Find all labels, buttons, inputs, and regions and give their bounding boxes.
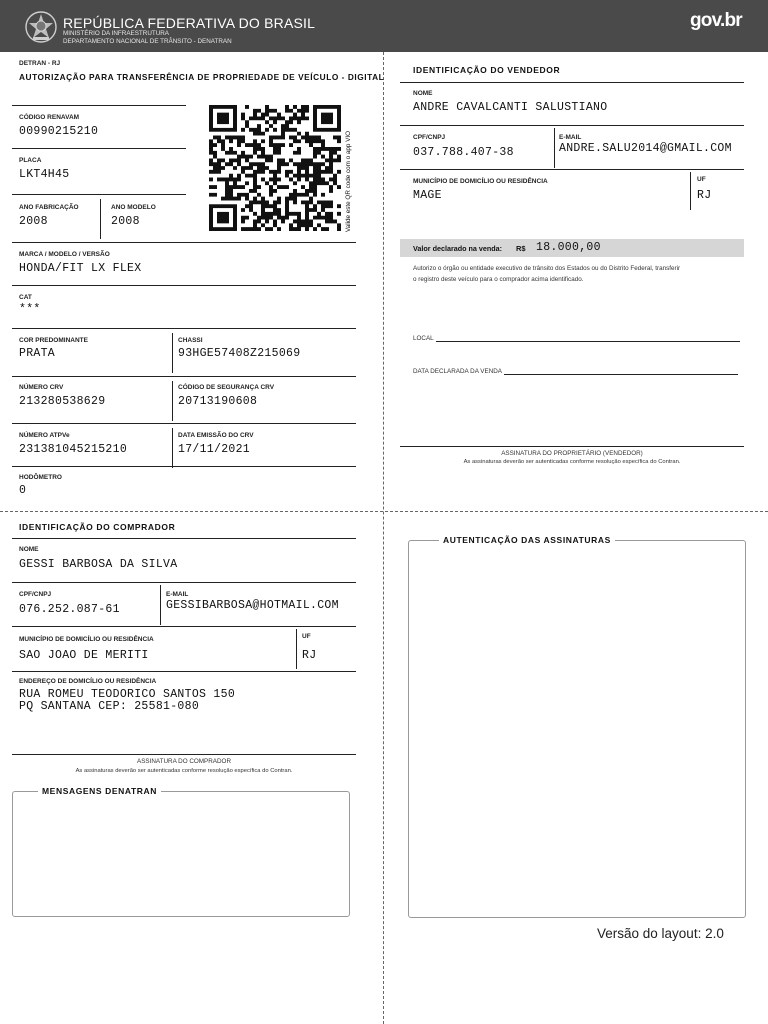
agency-label: DETRAN - RJ	[19, 60, 61, 67]
qr-finder-bottom-left	[209, 204, 237, 231]
ano-fabricacao-value: 2008	[19, 215, 48, 228]
divider	[12, 538, 356, 539]
buyer-municipio-label: MUNICÍPIO DE DOMICÍLIO OU RESIDÊNCIA	[19, 636, 154, 643]
ano-modelo-value: 2008	[111, 215, 140, 228]
valor-declarado-value: 18.000,00	[536, 241, 601, 254]
seller-municipio-value: MAGE	[413, 189, 442, 202]
divider	[296, 629, 297, 669]
layout-version: Versão do layout: 2.0	[597, 926, 724, 941]
buyer-section-title: IDENTIFICAÇÃO DO COMPRADOR	[19, 522, 176, 532]
divider	[12, 105, 186, 106]
divider	[172, 333, 173, 373]
renavam-label: CÓDIGO RENAVAM	[19, 114, 80, 121]
data-venda-line	[504, 374, 738, 375]
divider	[12, 423, 356, 424]
divider	[12, 285, 356, 286]
seller-email-label: E-MAIL	[559, 134, 582, 141]
divider	[172, 381, 173, 421]
chassi-label: CHASSI	[178, 337, 203, 344]
seller-signature-note: As assinaturas deverão ser autenticadas conforme resolução específica do Contran.	[463, 459, 681, 465]
seller-name-value: ANDRE CAVALCANTI SALUSTIANO	[413, 101, 608, 114]
buyer-municipio-value: SAO JOAO DE MERITI	[19, 649, 149, 662]
buyer-email-value: GESSIBARBOSA@HOTMAIL.COM	[166, 599, 339, 612]
horizontal-cut-line	[0, 511, 768, 512]
chassi-value: 93HGE57408Z215069	[178, 347, 301, 360]
divider	[12, 671, 356, 672]
codigo-seguranca-label: CÓDIGO DE SEGURANÇA CRV	[178, 384, 275, 391]
crv-value: 213280538629	[19, 395, 106, 408]
divider	[554, 128, 555, 168]
codigo-seguranca-value: 20713190608	[178, 395, 258, 408]
qr-finder-top-right	[313, 105, 341, 132]
divider	[12, 582, 356, 583]
placa-label: PLACA	[19, 157, 42, 164]
cor-label: COR PREDOMINANTE	[19, 337, 88, 344]
qr-caption: Valide este QR code com o app VIO	[345, 130, 352, 232]
divider	[12, 376, 356, 377]
seller-municipio-label: MUNICÍPIO DE DOMICÍLIO OU RESIDÊNCIA	[413, 178, 548, 185]
govbr-logo: gov.br	[690, 10, 742, 31]
header-department: DEPARTAMENTO NACIONAL DE TRÂNSITO - DENATRAN	[63, 37, 232, 45]
local-label: LOCAL	[413, 335, 434, 342]
cat-value: ***	[19, 303, 41, 316]
buyer-cpf-value: 076.252.087-61	[19, 603, 120, 616]
divider	[690, 172, 691, 210]
seller-section-title: IDENTIFICAÇÃO DO VENDEDOR	[413, 65, 561, 75]
divider	[400, 169, 744, 170]
data-venda-label: DATA DECLARADA DA VENDA	[413, 368, 502, 375]
header-title: REPÚBLICA FEDERATIVA DO BRASIL	[63, 15, 316, 31]
mensagens-denatran-box	[12, 791, 350, 917]
divider	[100, 199, 101, 239]
divider	[12, 194, 186, 195]
buyer-name-label: NOME	[19, 546, 39, 553]
divider	[12, 466, 356, 467]
cor-value: PRATA	[19, 347, 56, 360]
marca-modelo-label: MARCA / MODELO / VERSÃO	[19, 251, 110, 258]
divider	[12, 328, 356, 329]
local-line	[436, 341, 740, 342]
divider	[12, 148, 186, 149]
buyer-uf-label: UF	[302, 633, 311, 640]
autorizacao-text-line2: o registro deste veículo para o comprador acima identificado.	[413, 276, 584, 283]
placa-value: LKT4H45	[19, 168, 70, 181]
autenticacao-box	[408, 540, 746, 918]
atpve-value: 231381045215210	[19, 443, 128, 456]
seller-uf-value: RJ	[697, 189, 712, 202]
valor-currency: R$	[516, 244, 526, 253]
buyer-signature-label: ASSINATURA DO COMPRADOR	[137, 758, 231, 765]
brazil-coat-of-arms-icon	[24, 10, 58, 44]
autorizacao-text-line1: Autorizo o órgão ou entidade executivo de trânsito dos Estados ou do Distrito Federal, transferir	[413, 265, 681, 272]
marca-modelo-value: HONDA/FIT LX FLEX	[19, 262, 142, 275]
divider	[160, 585, 161, 625]
buyer-endereco-line2: PQ SANTANA CEP: 25581-080	[19, 700, 200, 713]
qr-code	[209, 105, 341, 231]
seller-uf-label: UF	[697, 176, 706, 183]
ano-fabricacao-label: ANO FABRICAÇÃO	[19, 204, 79, 211]
valor-declarado-label: Valor declarado na venda:	[413, 244, 503, 253]
seller-cpf-label: CPF/CNPJ	[413, 134, 446, 141]
vertical-cut-line	[383, 52, 384, 1024]
divider	[172, 428, 173, 468]
qr-finder-top-left	[209, 105, 237, 132]
divider	[400, 82, 744, 83]
buyer-name-value: GESSI BARBOSA DA SILVA	[19, 558, 178, 571]
atpve-label: NÚMERO ATPVe	[19, 432, 70, 439]
buyer-signature-note: As assinaturas deverão ser autenticadas conforme resolução específica do Contran.	[75, 768, 293, 774]
document-title: AUTORIZAÇÃO PARA TRANSFERÊNCIA DE PROPRIEDADE DE VEÍCULO - DIGITAL	[19, 72, 385, 82]
mensagens-denatran-title: MENSAGENS DENATRAN	[38, 786, 161, 796]
buyer-signature-line	[12, 754, 356, 755]
renavam-value: 00990215210	[19, 125, 99, 138]
header-ministry: MINISTÉRIO DA INFRAESTRUTURA	[63, 30, 170, 37]
data-emissao-value: 17/11/2021	[178, 443, 251, 456]
buyer-endereco-line1: RUA ROMEU TEODORICO SANTOS 150	[19, 688, 236, 701]
seller-signature-line	[400, 446, 744, 447]
buyer-cpf-label: CPF/CNPJ	[19, 591, 52, 598]
hodometro-value: 0	[19, 484, 27, 497]
cat-label: CAT	[19, 294, 32, 301]
seller-email-value: ANDRE.SALU2014@GMAIL.COM	[559, 142, 732, 155]
divider	[12, 242, 356, 243]
seller-cpf-value: 037.788.407-38	[413, 146, 514, 159]
data-emissao-label: DATA EMISSÃO DO CRV	[178, 432, 254, 439]
buyer-email-label: E-MAIL	[166, 591, 189, 598]
hodometro-label: HODÔMETRO	[19, 474, 62, 481]
buyer-endereco-label: ENDEREÇO DE DOMICÍLIO OU RESIDÊNCIA	[19, 678, 157, 685]
divider	[12, 626, 356, 627]
seller-signature-label: ASSINATURA DO PROPRIETÁRIO (VENDEDOR)	[501, 450, 643, 457]
buyer-uf-value: RJ	[302, 649, 317, 662]
divider	[400, 125, 744, 126]
ano-modelo-label: ANO MODELO	[111, 204, 156, 211]
crv-label: NÚMERO CRV	[19, 384, 64, 391]
seller-name-label: NOME	[413, 90, 433, 97]
autenticacao-title: AUTENTICAÇÃO DAS ASSINATURAS	[439, 535, 615, 545]
